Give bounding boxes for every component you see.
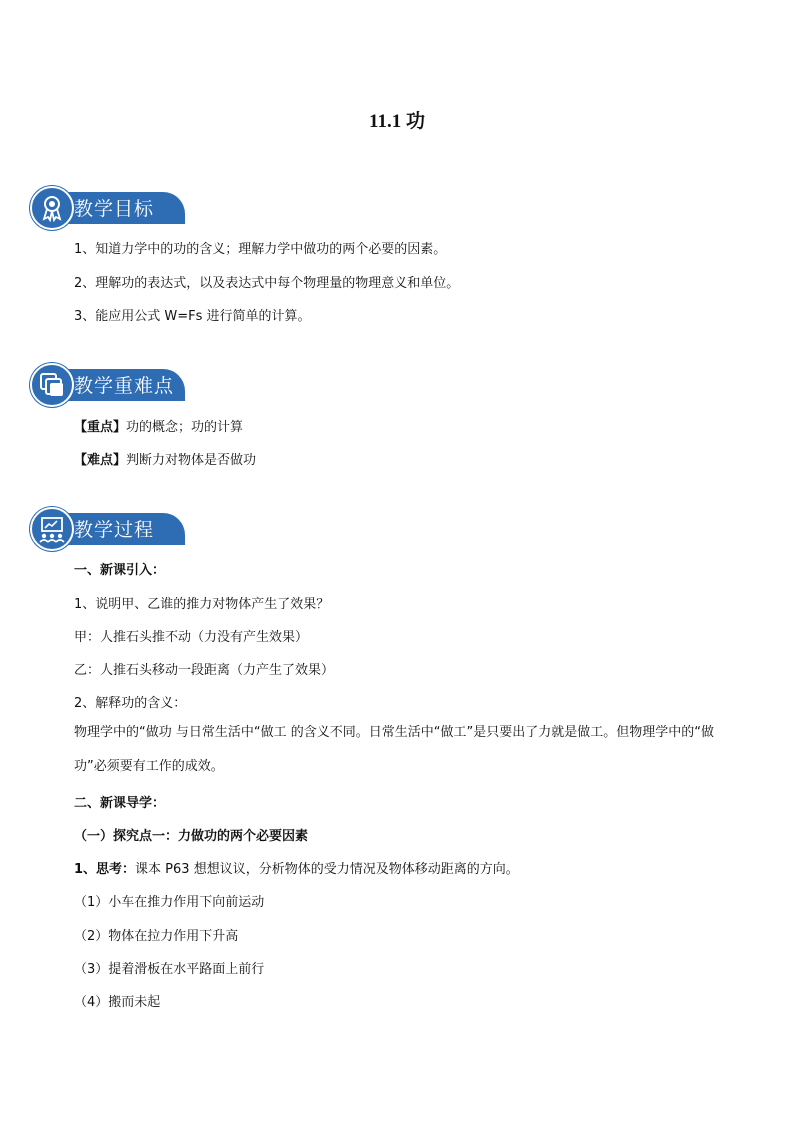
case-item-1: （1）小车在推力作用下向前运动 [74, 895, 265, 910]
section-header-objectives [30, 186, 190, 230]
intro-question-1: 1、说明甲、乙谁的推力对物体产生了效果？ [74, 597, 330, 612]
intro-question-2: 2、解释功的含义： [74, 696, 187, 711]
section-header-label: 教学重难点 [74, 375, 175, 397]
objective-item-2: 2、理解功的表达式，以及表达式中每个物理量的物理意义和单位。 [74, 276, 460, 291]
intro-case-a: 甲：人推石头推不动（力没有产生效果） [74, 630, 309, 645]
key-point-line [74, 416, 243, 435]
section-header-process [30, 507, 190, 551]
difficulty-label: 【难点】 [74, 453, 127, 468]
difficulty-line [74, 449, 256, 468]
objective-item-1: 1、知道力学中的功的含义；理解力学中做功的两个必要的因素。 [74, 242, 447, 257]
objective-item-3: 3、能应用公式 W=Fs 进行简单的计算。 [74, 309, 311, 324]
page-title: 11.1 功 [369, 111, 425, 132]
documents-icon [30, 363, 74, 407]
guide-heading: 二、新课导学： [74, 796, 166, 811]
intro-heading: 一、新课引入： [74, 563, 166, 578]
intro-case-b: 乙：人推石头移动一段距离（力产生了效果） [74, 663, 335, 678]
award-icon [30, 186, 74, 230]
case-item-3: （3）提着滑板在水平路面上前行 [74, 962, 265, 977]
key-point-text: 功的概念；功的计算 [126, 420, 244, 435]
think-label: 1、思考： [74, 862, 136, 877]
think-text: 课本 P63 想想议议，分析物体的受力情况及物体移动距离的方向。 [135, 862, 519, 877]
difficulty-text: 判断力对物体是否做功 [126, 453, 257, 468]
case-item-4: （4）搬而未起 [74, 995, 161, 1010]
section-header-keypoints [30, 363, 190, 407]
think-line [74, 858, 519, 877]
section-header-label: 教学过程 [74, 519, 155, 541]
presentation-icon [30, 507, 74, 551]
intro-paragraph: 物理学中的“做功 与日常生活中“做工 的含义不同。日常生活中“做工”是只要出了力就是做工。但物理学中的“做功”必须要有工作的成效。 [74, 725, 714, 774]
section-header-label: 教学目标 [74, 198, 155, 220]
explore-heading: （一）探究点一：力做功的两个必要因素 [74, 829, 309, 844]
key-point-label: 【重点】 [74, 420, 127, 435]
case-item-2: （2）物体在拉力作用下升高 [74, 929, 239, 944]
